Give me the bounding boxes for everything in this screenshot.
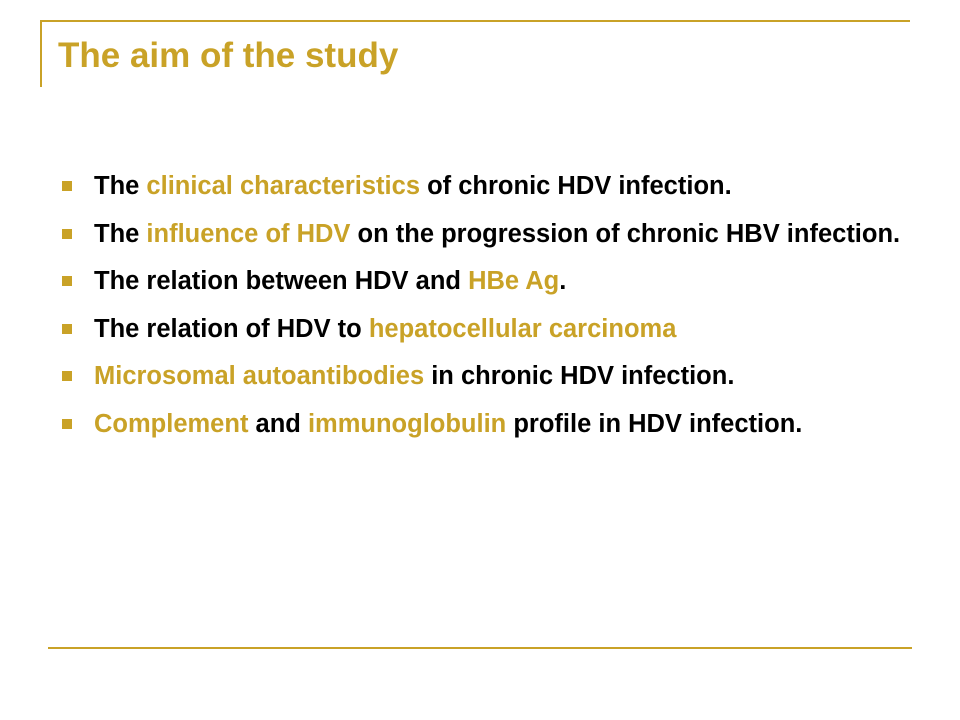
bullet-text-segment: in chronic HDV infection. bbox=[424, 362, 735, 390]
bullet-text bbox=[94, 315, 676, 343]
highlighted-term: hepatocellular carcinoma bbox=[368, 314, 677, 343]
square-bullet-icon bbox=[62, 371, 72, 381]
bullet-item bbox=[62, 216, 912, 252]
highlighted-term: immunoglobulin bbox=[307, 409, 507, 438]
highlighted-term: HBe Ag bbox=[468, 267, 560, 295]
bullet-text bbox=[94, 172, 732, 200]
bullet-text-segment: on the progression of chronic HBV infection. bbox=[350, 219, 901, 248]
bullet-text bbox=[94, 362, 734, 390]
square-bullet-icon bbox=[62, 181, 72, 191]
bullet-text-segment: of chronic HDV infection. bbox=[420, 172, 732, 200]
bullet-text bbox=[94, 267, 566, 295]
footer-rule bbox=[48, 647, 912, 649]
square-bullet-icon bbox=[62, 276, 72, 286]
bullet-text-segment: . bbox=[559, 267, 567, 295]
highlighted-term: Microsomal autoantibodies bbox=[94, 362, 425, 390]
bullet-item bbox=[62, 168, 912, 204]
bullet-text-segment: The relation between HDV and bbox=[94, 267, 469, 295]
bullet-item bbox=[62, 311, 912, 347]
bullet-text-segment: profile in HDV infection. bbox=[506, 409, 803, 438]
bullet-text-segment: The bbox=[94, 219, 147, 248]
square-bullet-icon bbox=[62, 229, 72, 239]
highlighted-term: Complement bbox=[94, 409, 249, 438]
bullet-item bbox=[62, 406, 912, 442]
highlighted-term: clinical characteristics bbox=[146, 172, 420, 200]
square-bullet-icon bbox=[62, 324, 72, 334]
frame-left-rule bbox=[40, 20, 42, 87]
slide-title: The aim of the study bbox=[58, 36, 399, 75]
bullet-text-segment: The bbox=[94, 172, 147, 200]
bullet-item bbox=[62, 263, 912, 299]
highlighted-term: influence of HDV bbox=[146, 219, 351, 248]
frame-top-rule bbox=[40, 20, 910, 22]
bullet-text bbox=[94, 220, 900, 248]
bullet-list bbox=[62, 168, 912, 453]
bullet-item bbox=[62, 358, 912, 394]
bullet-text-segment: The relation of HDV to bbox=[94, 314, 369, 343]
square-bullet-icon bbox=[62, 419, 72, 429]
bullet-text bbox=[94, 410, 802, 438]
bullet-text-segment: and bbox=[248, 409, 308, 438]
